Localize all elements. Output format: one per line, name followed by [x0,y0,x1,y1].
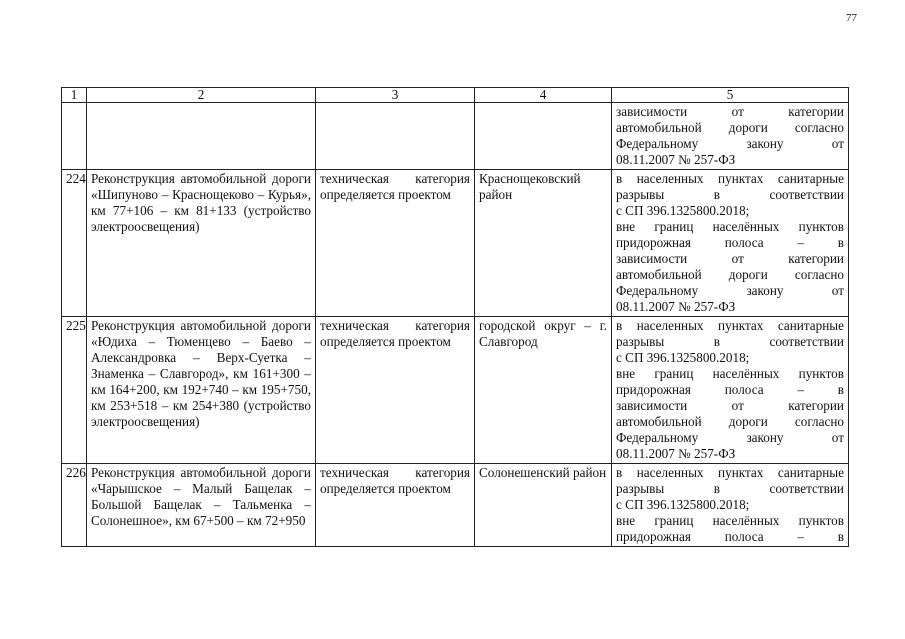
zones-line: разрывы в соответствии [616,187,844,202]
zones-line: зависимости от категории [616,104,844,119]
zones-line: Федеральному закону от [616,430,844,445]
zones-line: вне границ населённых пунктов [616,219,844,234]
page-number: 77 [846,12,857,24]
zones-line: разрывы в соответствии [616,481,844,496]
zones-line: в населенных пунктах санитарные [616,465,844,480]
category-cell [316,103,475,170]
zones-line: автомобильной дороги согласно [616,414,844,429]
table-row [62,464,849,547]
location-cell: Краснощековский район [475,170,612,317]
zones-line: Федеральному закону от [616,136,844,151]
zones-cell [612,317,849,464]
location-cell [475,103,612,170]
zones-line: с СП 396.1325800.2018; [616,203,750,218]
header-cell: 1 [62,88,87,103]
table-row-continuation [62,103,849,170]
zones-line: 08.11.2007 № 257-ФЗ [616,152,736,167]
requirements-table [61,87,849,547]
category-cell: техническая категория определяется проектом [316,464,475,547]
row-number-cell: 225 [62,317,87,464]
table-row [62,170,849,317]
zones-line: вне границ населённых пунктов [616,513,844,528]
row-number-cell: 226 [62,464,87,547]
zones-line: автомобильной дороги согласно [616,120,844,135]
zones-line: придорожная полоса – в [616,529,844,544]
zones-line: зависимости от категории [616,398,844,413]
zones-line: разрывы в соответствии [616,334,844,349]
zones-line: в населенных пунктах санитарные [616,318,844,333]
header-cell: 5 [612,88,849,103]
table-header-row [62,88,849,103]
zones-line: с СП 396.1325800.2018; [616,497,750,512]
row-number-cell: 224 [62,170,87,317]
zones-line: 08.11.2007 № 257-ФЗ [616,299,736,314]
table-row [62,317,849,464]
zones-line: придорожная полоса – в [616,235,844,250]
zones-cell [612,170,849,317]
category-cell: техническая категория определяется проектом [316,317,475,464]
zones-cell [612,103,849,170]
location-cell: Солонешенский район [475,464,612,547]
object-cell: Реконструкция автомобильной дороги «Чарышское – Малый Бащелак – Большой Бащелак – Тальменка – Солонешное», км 67+500 – км 72+950 [87,464,316,547]
zones-line: в населенных пунктах санитарные [616,171,844,186]
object-cell [87,103,316,170]
zones-line: 08.11.2007 № 257-ФЗ [616,446,736,461]
zones-line: с СП 396.1325800.2018; [616,350,750,365]
zones-cell [612,464,849,547]
zones-line: автомобильной дороги согласно [616,267,844,282]
header-cell: 2 [87,88,316,103]
header-cell: 3 [316,88,475,103]
header-cell: 4 [475,88,612,103]
object-cell: Реконструкция автомобильной дороги «Юдиха – Тюменцево – Баево – Александровка – Верх-Суетка – Знаменка – Славгород», км 161+300 – км 164+200, км 192+740 – км 195+750, км 253+518 – км 254+380 (устройство электроосвещения) [87,317,316,464]
zones-line: Федеральному закону от [616,283,844,298]
category-cell: техническая категория определяется проектом [316,170,475,317]
location-cell: городской округ – г. Славгород [475,317,612,464]
object-cell: Реконструкция автомобильной дороги «Шипуново – Краснощеково – Курья», км 77+106 – км 81+133 (устройство электроосвещения) [87,170,316,317]
row-number-cell [62,103,87,170]
zones-line: вне границ населённых пунктов [616,366,844,381]
zones-line: зависимости от категории [616,251,844,266]
zones-line: придорожная полоса – в [616,382,844,397]
